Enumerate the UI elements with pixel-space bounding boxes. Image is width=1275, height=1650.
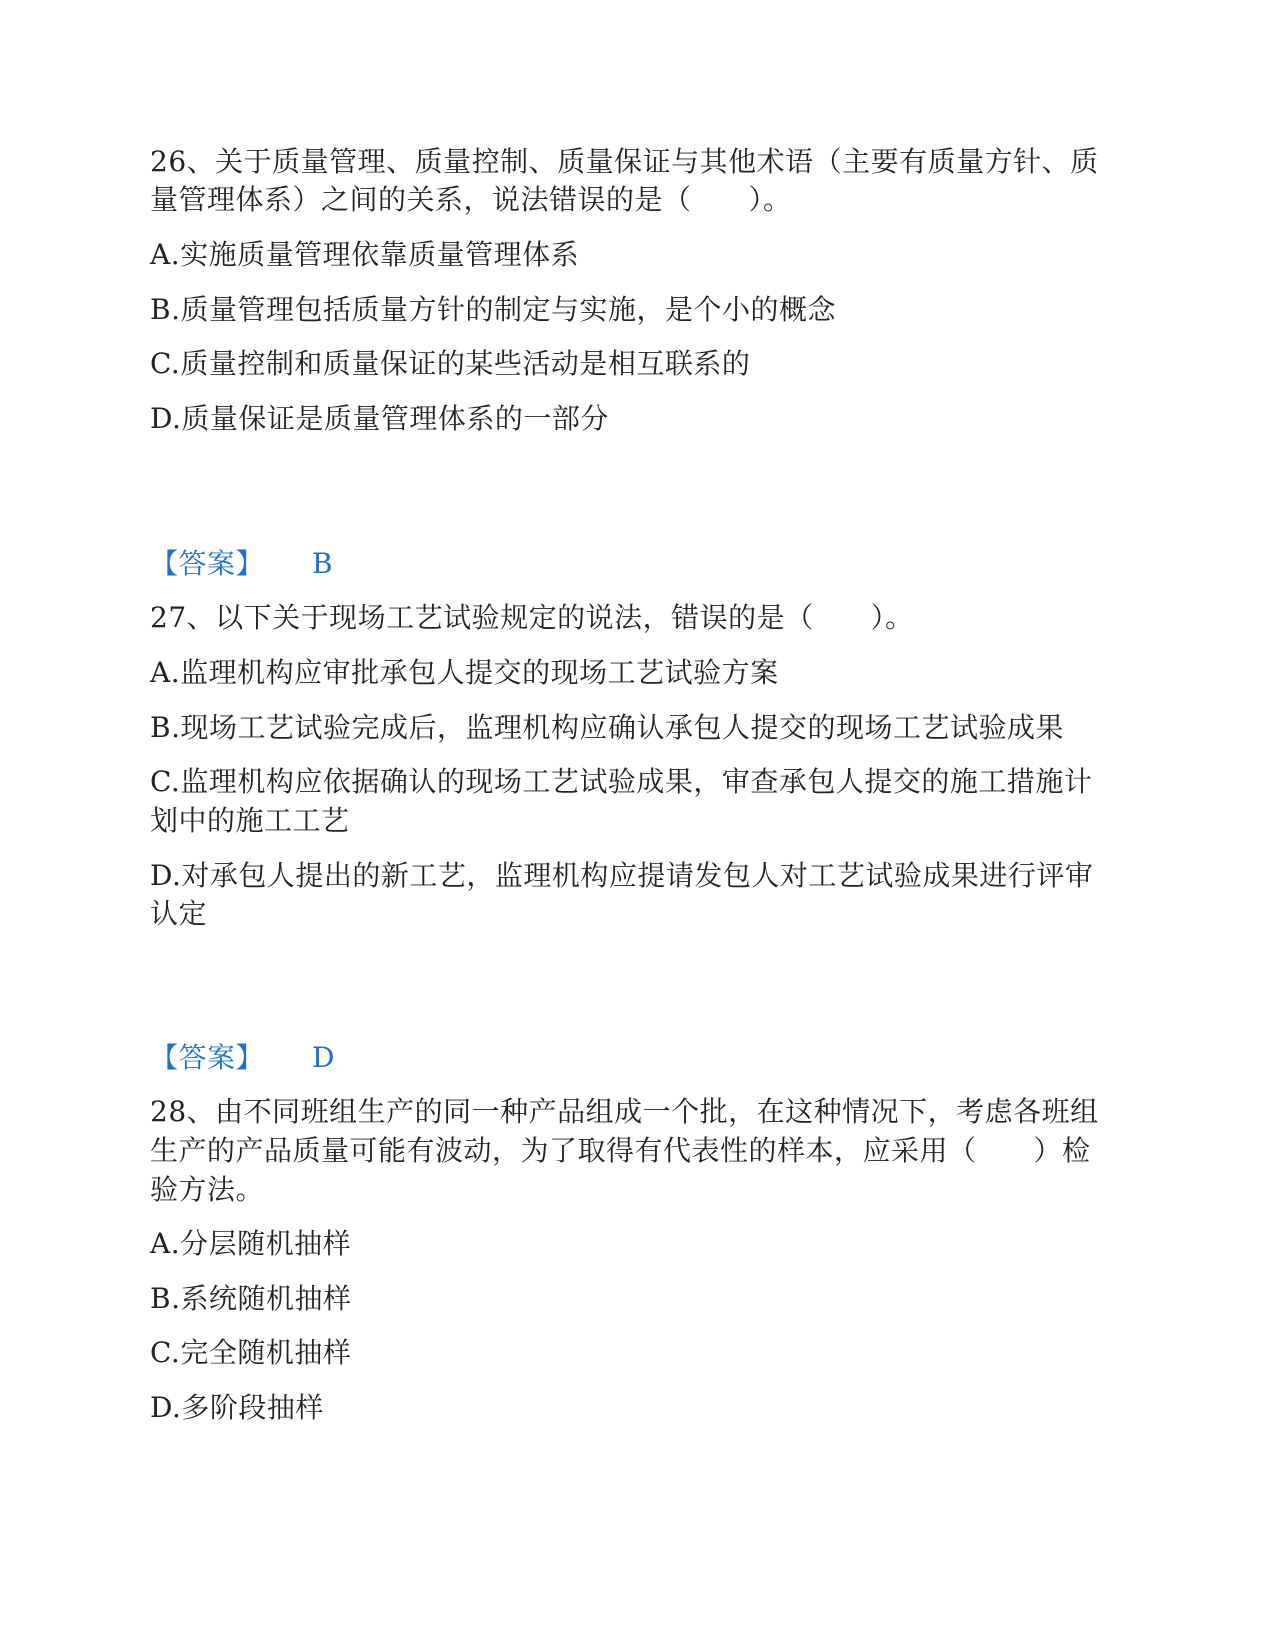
q28-stem-line-3: 验方法。	[150, 1173, 265, 1206]
q27-answer-value: D	[312, 1041, 335, 1074]
q26-stem-line-1: 26、关于质量管理、质量控制、质量保证与其他术语（主要有质量方针、质	[150, 145, 1099, 178]
q27-option-d-line-2: 认定	[150, 897, 208, 930]
q28-option-b: B.系统随机抽样	[150, 1282, 352, 1315]
q28-stem-line-1: 28、由不同班组生产的同一种产品组成一个批，在这种情况下，考虑各班组	[150, 1095, 1099, 1128]
q26-stem-line-2: 量管理体系）之间的关系，说法错误的是（ ）。	[150, 183, 792, 216]
q27-answer-label: 【答案】	[150, 1041, 265, 1074]
q27-option-d-line-1: D.对承包人提出的新工艺，监理机构应提请发包人对工艺试验成果进行评审	[150, 859, 1094, 892]
q26-option-a: A.实施质量管理依靠质量管理体系	[150, 238, 580, 271]
q27-option-a: A.监理机构应审批承包人提交的现场工艺试验方案	[150, 656, 779, 689]
q26-option-c: C.质量控制和质量保证的某些活动是相互联系的	[150, 347, 751, 380]
q28-option-c: C.完全随机抽样	[150, 1336, 352, 1369]
q27-answer	[150, 1038, 335, 1078]
q28-option-a: A.分层随机抽样	[150, 1227, 352, 1260]
q26-option-b: B.质量管理包括质量方针的制定与实施，是个小的概念	[150, 293, 836, 326]
q26-answer	[150, 544, 333, 584]
q27-option-c-line-2: 划中的施工工艺	[150, 804, 350, 837]
q28-stem-line-2: 生产的产品质量可能有波动，为了取得有代表性的样本，应采用（ ）检	[150, 1134, 1091, 1167]
q27-stem-line-1: 27、以下关于现场工艺试验规定的说法，错误的是（ ）。	[150, 601, 914, 634]
q27-option-c-line-1: C.监理机构应依据确认的现场工艺试验成果，审查承包人提交的施工措施计	[150, 765, 1093, 798]
q26-option-d: D.质量保证是质量管理体系的一部分	[150, 402, 609, 435]
q28-option-d: D.多阶段抽样	[150, 1391, 324, 1424]
q26-answer-value: B	[312, 547, 334, 580]
q26-answer-label: 【答案】	[150, 547, 265, 580]
q27-option-b: B.现场工艺试验完成后，监理机构应确认承包人提交的现场工艺试验成果	[150, 711, 1064, 744]
